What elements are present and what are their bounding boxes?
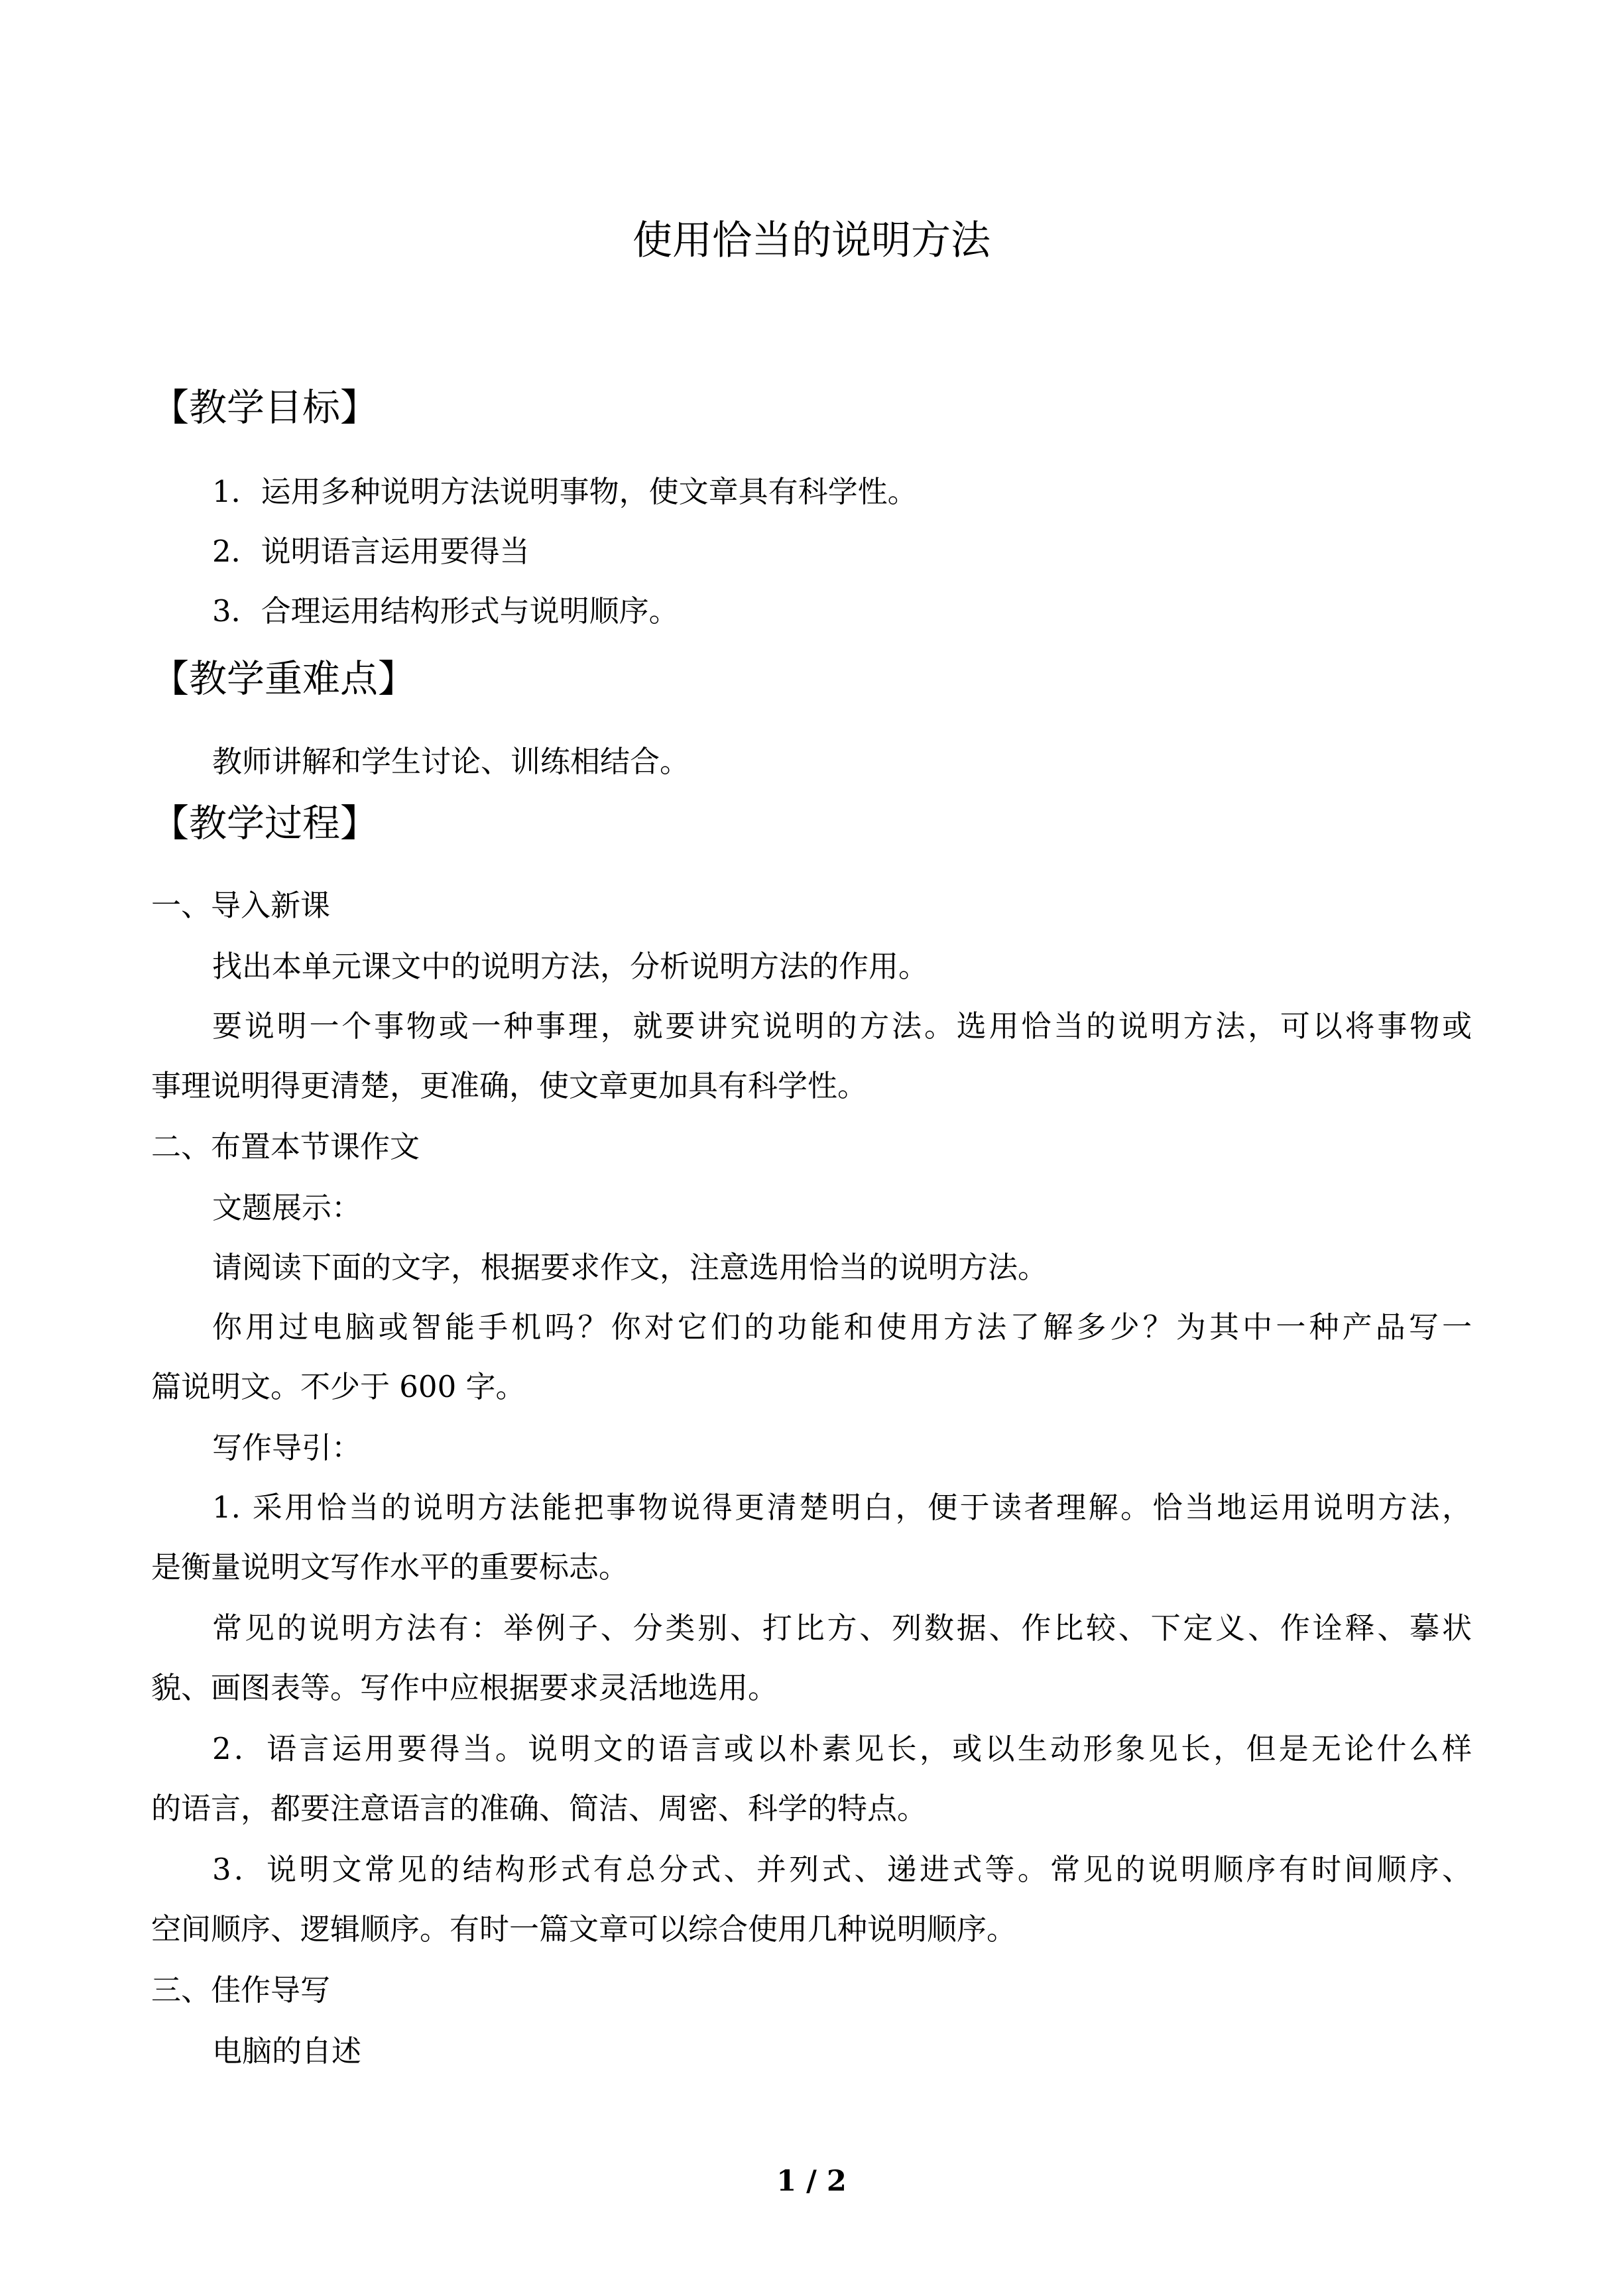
part3-heading: 三、佳作导写: [151, 1972, 331, 2008]
section-heading-process: 【教学过程】: [151, 802, 378, 845]
goal-item-3: 3．合理运用结构形式与说明顺序。: [212, 593, 679, 629]
guide-1-line-2: 是衡量说明文写作水平的重要标志。: [151, 1549, 629, 1585]
document-title: 使用恰当的说明方法: [632, 217, 991, 264]
sample-essay-title: 电脑的自述: [212, 2033, 362, 2069]
guide-3-line-1: 3．说明文常见的结构形式有总分式、并列式、递进式等。常见的说明顺序有时间顺序、: [212, 1852, 1472, 1887]
key-points-text: 教师讲解和学生讨论、训练相结合。: [212, 744, 690, 779]
section-heading-key-points: 【教学重难点】: [151, 657, 416, 701]
guide-3-line-2: 空间顺序、逻辑顺序。有时一篇文章可以综合使用几种说明顺序。: [151, 1911, 1017, 1947]
topic-instruction: 请阅读下面的文字，根据要求作文，注意选用恰当的说明方法。: [212, 1250, 1048, 1285]
guide-methods-line-1: 常见的说明方法有：举例子、分类别、打比方、列数据、作比较、下定义、作诠释、摹状: [212, 1610, 1472, 1646]
part2-heading: 二、布置本节课作文: [151, 1129, 420, 1164]
part1-paragraph-1: 找出本单元课文中的说明方法，分析说明方法的作用。: [212, 949, 929, 984]
part1-paragraph-2-line-1: 要说明一个事物或一种事理，就要讲究说明的方法。选用恰当的说明方法，可以将事物或: [212, 1008, 1472, 1044]
section-heading-goals: 【教学目标】: [151, 386, 378, 430]
guide-2-line-1: 2．语言运用要得当。说明文的语言或以朴素见长，或以生动形象见长，但是无论什么样: [212, 1731, 1472, 1766]
topic-label: 文题展示：: [212, 1190, 362, 1225]
guide-label: 写作导引：: [212, 1430, 362, 1465]
goal-item-2: 2．说明语言运用要得当: [212, 534, 530, 569]
topic-prompt-line-2: 篇说明文。不少于 600 字。: [151, 1369, 526, 1404]
topic-prompt-line-1: 你用过电脑或智能手机吗？你对它们的功能和使用方法了解多少？为其中一种产品写一: [212, 1309, 1472, 1345]
part1-paragraph-2-line-2: 事理说明得更清楚，更准确，使文章更加具有科学性。: [151, 1068, 868, 1103]
guide-1-line-1: 1. 采用恰当的说明方法能把事物说得更清楚明白，便于读者理解。恰当地运用说明方法，: [212, 1490, 1472, 1525]
page-number: 1 / 2: [776, 2165, 847, 2198]
guide-2-line-2: 的语言，都要注意语言的准确、简洁、周密、科学的特点。: [151, 1791, 928, 1826]
guide-methods-line-2: 貌、画图表等。写作中应根据要求灵活地选用。: [151, 1670, 778, 1705]
goal-item-1: 1．运用多种说明方法说明事物，使文章具有科学性。: [212, 474, 918, 509]
part1-heading: 一、导入新课: [151, 888, 331, 923]
